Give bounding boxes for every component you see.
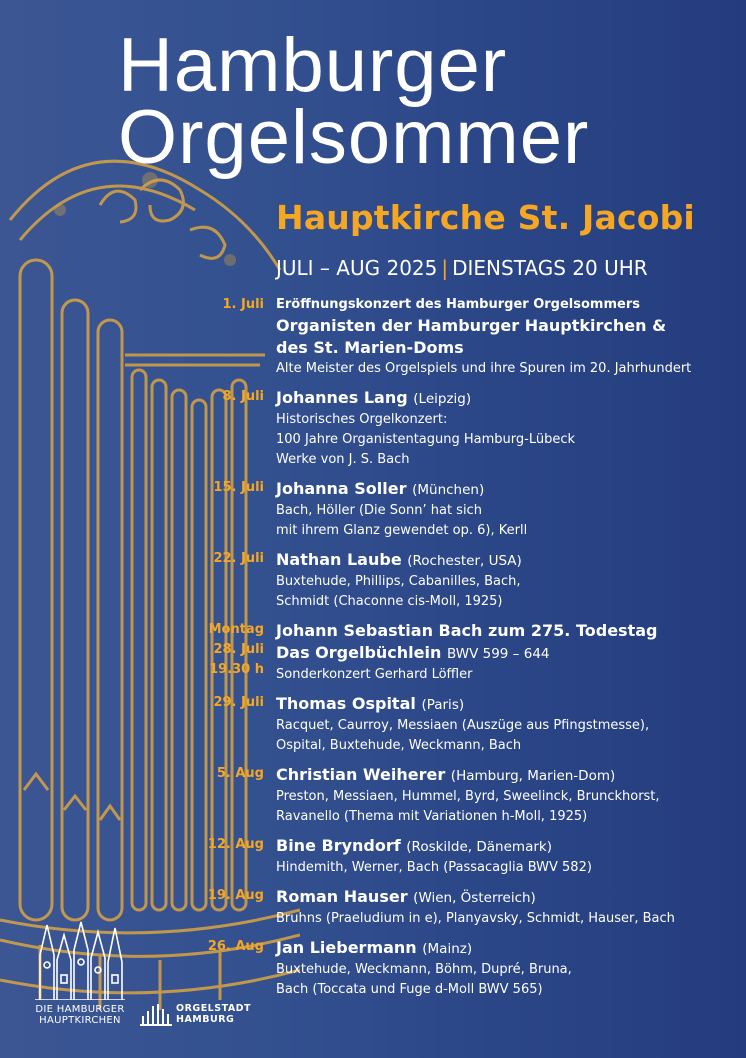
event-item: [198, 764, 738, 827]
event-date: [198, 886, 276, 929]
event-item: [198, 693, 738, 756]
event-date: [198, 937, 276, 1000]
poster-title: [118, 23, 590, 180]
performer-name: Nathan Laube: [276, 550, 402, 569]
title-line-1: Hamburger: [118, 23, 508, 108]
performer-name: Christian Weiherer: [276, 765, 446, 784]
event-date-line: 19. Aug: [207, 888, 264, 903]
event-date: [198, 387, 276, 470]
event-item: [198, 835, 738, 878]
separator: |: [441, 256, 449, 280]
performer-location: (Leipzig): [413, 391, 472, 407]
event-body: [276, 937, 738, 1000]
event-description: Schmidt (Chaconne cis-Moll, 1925): [276, 594, 503, 609]
event-description: Ospital, Buxtehude, Weckmann, Bach: [276, 738, 522, 753]
event-body: [276, 549, 738, 612]
performer-name: Johanna Soller: [276, 479, 407, 498]
logo-text-line1: DIE HAMBURGER: [35, 1004, 125, 1015]
event-body: [276, 620, 738, 685]
event-title: [276, 387, 738, 410]
event-date-line: 26. Aug: [207, 939, 264, 954]
performer-name: Johannes Lang: [276, 388, 408, 407]
event-description: Bruhns (Praeludium in e), Planyavsky, Schmidt, Hauser, Bach: [276, 911, 675, 926]
event-title: des St. Marien-Doms: [276, 338, 464, 357]
event-item: [198, 295, 738, 379]
event-item: [198, 937, 738, 1000]
event-title: [276, 478, 738, 501]
event-date-line: 15. Juli: [213, 480, 264, 495]
event-date-line: 12. Aug: [207, 837, 264, 852]
performer-location: (Rochester, USA): [407, 553, 522, 569]
event-title: [276, 693, 738, 716]
venue-name: Hauptkirche St. Jacobi: [276, 198, 695, 237]
event-list: [198, 295, 738, 1008]
event-title: [276, 764, 738, 787]
orgelstadt-text: [172, 1003, 251, 1025]
event-date: [198, 764, 276, 827]
church-towers-icon: [35, 920, 125, 1000]
event-item: [198, 549, 738, 612]
event-description: Bach (Toccata und Fuge d-Moll BWV 565): [276, 982, 543, 997]
event-item: [198, 387, 738, 470]
performer-name: Thomas Ospital: [276, 694, 416, 713]
event-date: [198, 478, 276, 541]
event-title: [276, 886, 738, 909]
period-text: JULI – AUG 2025: [276, 256, 438, 280]
event-body: [276, 295, 738, 379]
event-item: [198, 478, 738, 541]
event-description: Preston, Messiaen, Hummel, Byrd, Sweelinck, Brunckhorst,: [276, 789, 660, 804]
event-item: [198, 620, 738, 685]
event-pretitle: Eröffnungskonzert des Hamburger Orgelsommers: [276, 297, 640, 312]
event-description: Buxtehude, Phillips, Cabanilles, Bach,: [276, 574, 521, 589]
performer-name: Jan Liebermann: [276, 938, 417, 957]
event-date: [198, 620, 276, 685]
event-description: Alte Meister des Orgelspiels und ihre Spuren im 20. Jahrhundert: [276, 361, 692, 376]
event-description: Hindemith, Werner, Bach (Passacaglia BWV 582): [276, 860, 592, 875]
performer-location: (Wien, Österreich): [413, 890, 536, 906]
event-body: [276, 764, 738, 827]
event-description: Bach, Höller (Die Sonn’ hat sich: [276, 503, 482, 518]
event-body: [276, 693, 738, 756]
event-title: [276, 937, 738, 960]
event-title: [276, 642, 738, 665]
work-title: Das Orgelbüchlein: [276, 643, 442, 662]
event-date-line: 29. Juli: [213, 695, 264, 710]
logo2-text-line1: ORGELSTADT: [176, 1003, 252, 1014]
event-date: [198, 693, 276, 756]
performer-name: Bine Bryndorf: [276, 836, 401, 855]
event-description: Historisches Orgelkonzert:: [276, 412, 448, 427]
event-date: [198, 549, 276, 612]
event-item: [198, 886, 738, 929]
event-description: mit ihrem Glanz gewendet op. 6), Kerll: [276, 523, 528, 538]
event-date-line: 19.30 h: [209, 662, 264, 677]
performer-location: (München): [412, 482, 485, 498]
organ-pipes-icon: [140, 1002, 172, 1026]
logo2-text-line2: HAMBURG: [176, 1014, 235, 1025]
event-date-line: 5. Aug: [216, 766, 264, 781]
event-date-line: 28. Juli: [213, 642, 264, 657]
event-date-line: 8. Juli: [222, 389, 264, 404]
event-title: Organisten der Hamburger Hauptkirchen &: [276, 316, 667, 335]
event-title: [276, 549, 738, 572]
orgelstadt-logo: [140, 1002, 251, 1026]
event-date: [198, 295, 276, 379]
logo-text-line2: HAUPTKIRCHEN: [39, 1015, 121, 1026]
event-description: 100 Jahre Organistentagung Hamburg-Lübeck: [276, 432, 576, 447]
event-description: Sonderkonzert Gerhard Löffler: [276, 667, 473, 682]
event-description: Buxtehude, Weckmann, Böhm, Dupré, Bruna,: [276, 962, 572, 977]
performer-location: (Paris): [421, 697, 465, 713]
event-date-line: Montag: [208, 622, 264, 637]
event-date-line: 22. Juli: [213, 551, 264, 566]
performer-location: (Hamburg, Marien-Dom): [450, 768, 616, 784]
event-date: [198, 835, 276, 878]
event-body: [276, 886, 738, 929]
performer-name: Roman Hauser: [276, 887, 408, 906]
work-catalog: BWV 599 – 644: [446, 646, 550, 662]
event-body: [276, 478, 738, 541]
schedule-text: DIENSTAGS 20 UHR: [452, 256, 648, 280]
event-body: [276, 835, 738, 878]
event-body: [276, 387, 738, 470]
event-title: [276, 835, 738, 858]
event-description: Werke von J. S. Bach: [276, 452, 410, 467]
event-description: Ravanello (Thema mit Variationen h-Moll, 1925): [276, 809, 588, 824]
title-line-2: Orgelsommer: [118, 95, 590, 180]
performer-location: (Mainz): [422, 941, 473, 957]
event-date-line: 1. Juli: [222, 297, 264, 312]
event-description: Racquet, Caurroy, Messiaen (Auszüge aus Pfingstmesse),: [276, 718, 650, 733]
hauptkirchen-logo: [30, 920, 130, 1026]
date-range: [276, 256, 648, 280]
event-title: Johann Sebastian Bach zum 275. Todestag: [276, 621, 658, 640]
performer-location: (Roskilde, Dänemark): [406, 839, 552, 855]
